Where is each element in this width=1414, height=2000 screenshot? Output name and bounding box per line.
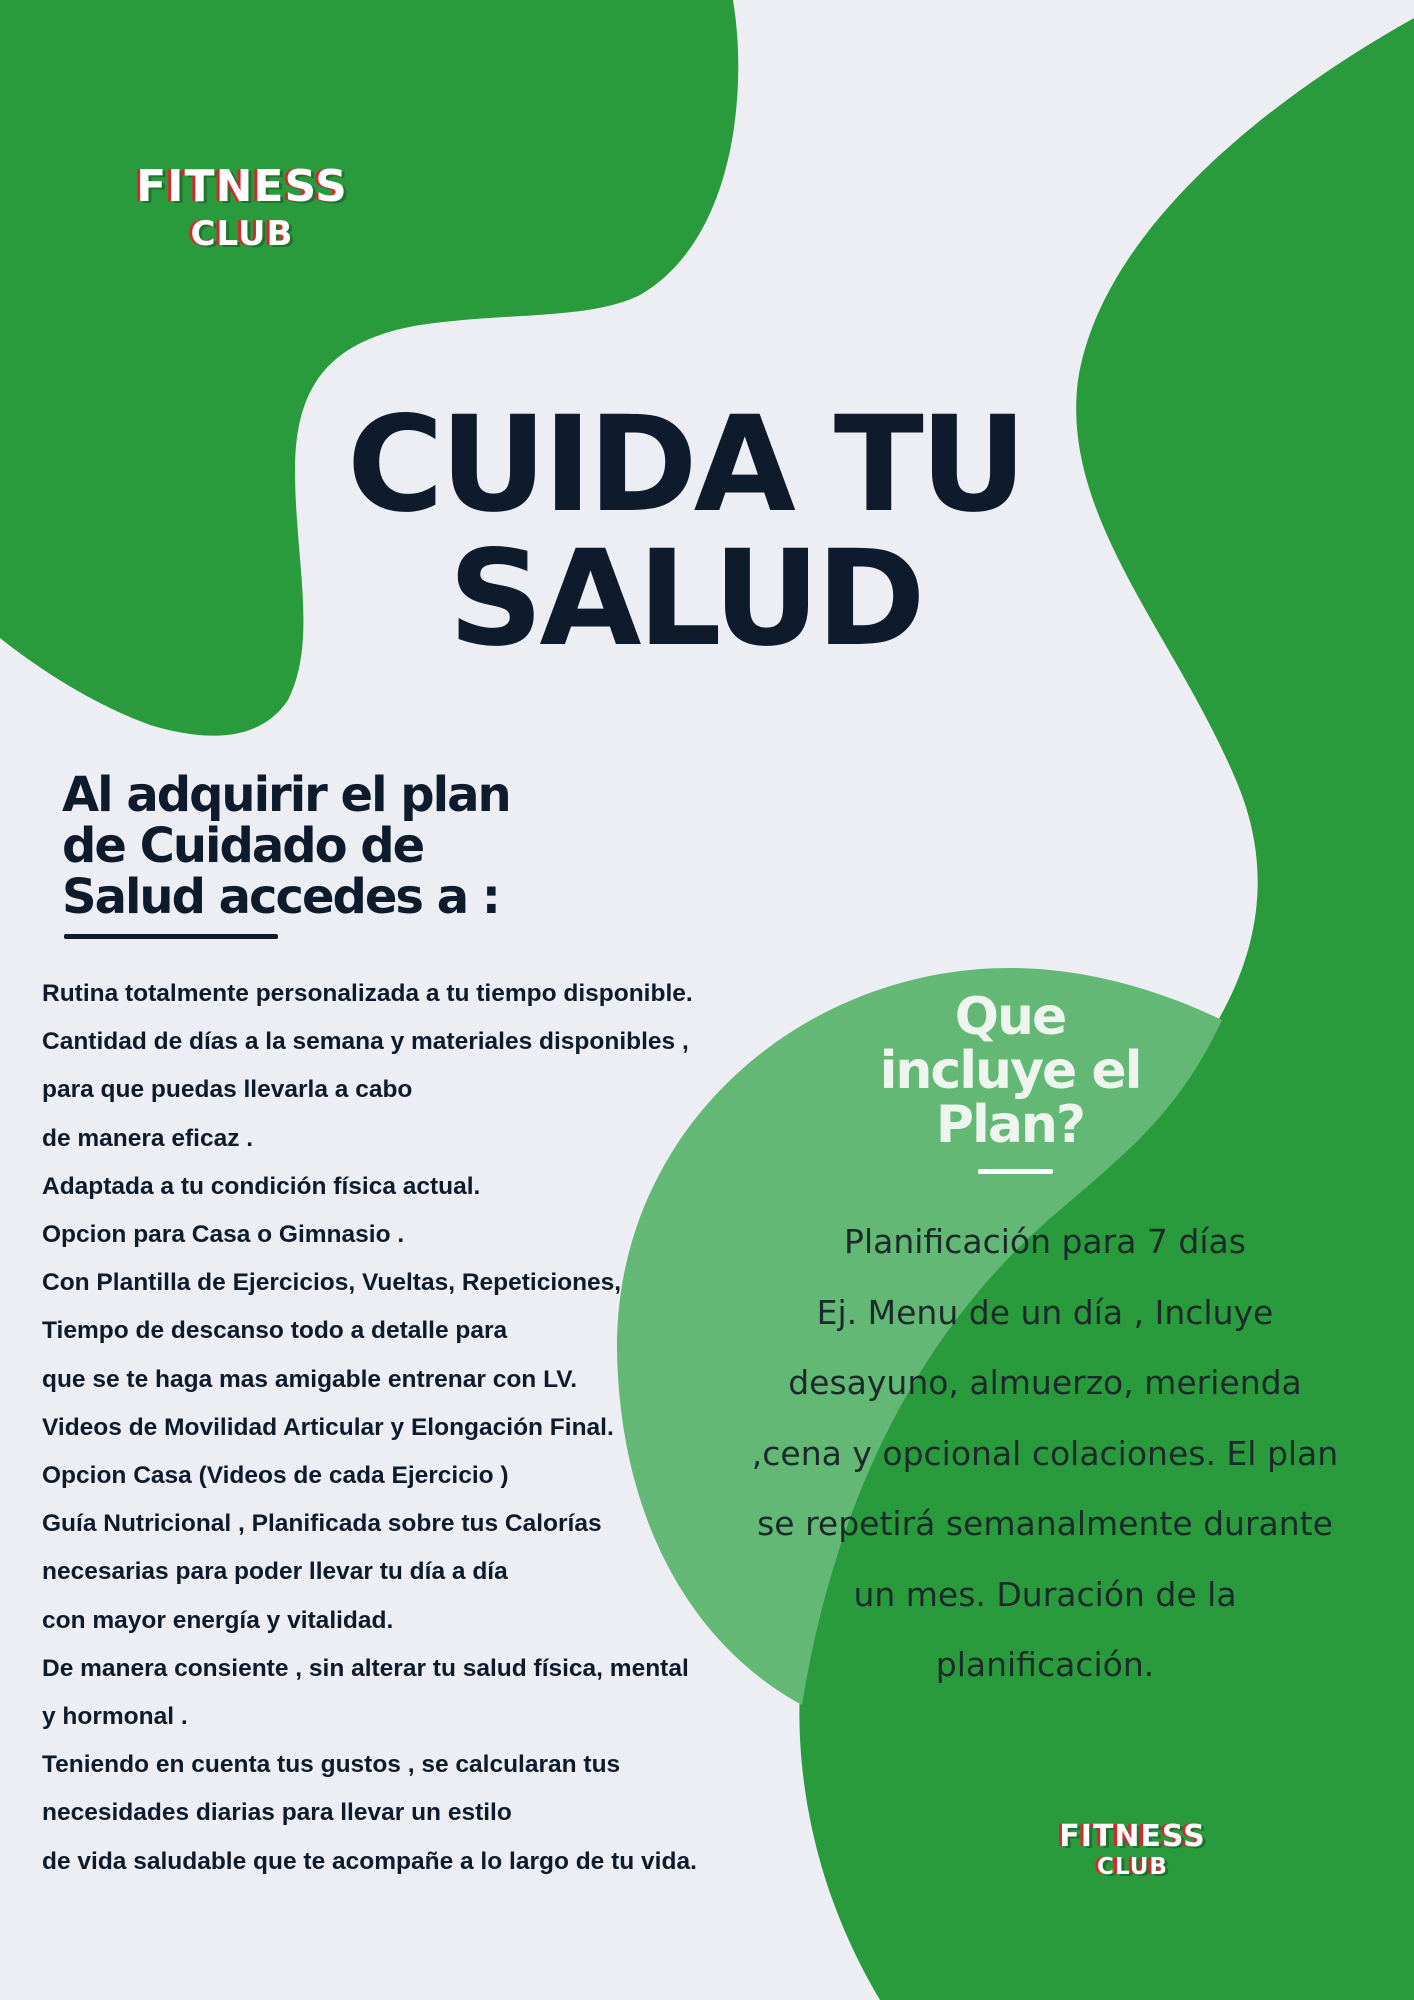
fitness-club-logo-bottom (1030, 1819, 1235, 1880)
plan-line: Ej. Menu de un día , Incluye (816, 1292, 1274, 1332)
benefits-list (42, 970, 782, 1886)
benefit-line: y hormonal . (42, 1703, 188, 1731)
benefit-line: para que puedas llevarla a cabo (42, 1076, 413, 1104)
benefit-line: Con Plantilla de Ejercicios, Vueltas, Repeticiones, (42, 1269, 622, 1297)
title-line-1: CUIDA TU (346, 388, 1024, 542)
benefit-line: de vida saludable que te acompañe a lo largo de tu vida. (42, 1847, 697, 1875)
logo-line-fitness: FITNESS (1059, 1819, 1206, 1854)
plan-heading (860, 987, 1160, 1155)
plan-heading-line-2: incluye el (879, 1041, 1141, 1101)
benefit-line: Rutina totalmente personalizada a tu tiempo disponible. (42, 980, 693, 1007)
benefit-line: Guía Nutricional , Planificada sobre tus Calorías (42, 1510, 602, 1538)
plan-line: ,cena y opcional colaciones. El plan (751, 1433, 1339, 1473)
benefit-line: Adaptada a tu condición física actual. (42, 1172, 481, 1200)
intro-heading (62, 767, 542, 925)
plan-heading-line-3: Plan? (935, 1095, 1085, 1155)
benefit-line: de manera eficaz . (42, 1124, 254, 1152)
logo-line-fitness: FITNESS (136, 161, 348, 212)
plan-line: planificación. (935, 1645, 1155, 1684)
benefit-line: necesidades diarias para llevar un estilo (42, 1799, 512, 1827)
logo-line-club: CLUB (1097, 1854, 1168, 1880)
intro-line-2: de Cuidado de (62, 818, 424, 874)
plan-underline (978, 1169, 1053, 1174)
fitness-club-logo-top (92, 161, 392, 254)
plan-line: desayuno, almuerzo, merienda (788, 1363, 1302, 1402)
plan-description (735, 1207, 1355, 1701)
benefit-line: con mayor energía y vitalidad. (42, 1606, 394, 1634)
benefit-line: De manera consiente , sin alterar tu salud física, mental (42, 1654, 689, 1682)
benefit-line: necesarias para poder llevar tu día a día (42, 1558, 508, 1586)
logo-line-club: CLUB (190, 214, 294, 254)
intro-line-3: Salud accedes a : (62, 869, 499, 925)
benefit-line: Tiempo de descanso todo a detalle para (42, 1317, 508, 1345)
plan-line: Planificación para 7 días (844, 1222, 1246, 1261)
intro-underline (64, 934, 278, 939)
benefit-line: Opcion Casa (Videos de cada Ejercicio ) (42, 1462, 509, 1490)
title-line-2: SALUD (448, 522, 922, 676)
plan-line: un mes. Duración de la (853, 1574, 1237, 1614)
benefit-line: que se te haga mas amigable entrenar con LV. (42, 1365, 578, 1393)
plan-line: se repetirá semanalmente durante (757, 1504, 1333, 1543)
page-title (300, 388, 1070, 676)
plan-heading-line-1: Que (954, 987, 1066, 1047)
intro-line-1: Al adquirir el plan (62, 767, 510, 823)
benefit-line: Teniendo en cuenta tus gustos , se calcularan tus (42, 1751, 621, 1779)
benefit-line: Videos de Movilidad Articular y Elongación Final. (42, 1413, 614, 1441)
benefit-line: Opcion para Casa o Gimnasio . (42, 1221, 405, 1249)
benefit-line: Cantidad de días a la semana y materiales disponibles , (42, 1028, 689, 1056)
